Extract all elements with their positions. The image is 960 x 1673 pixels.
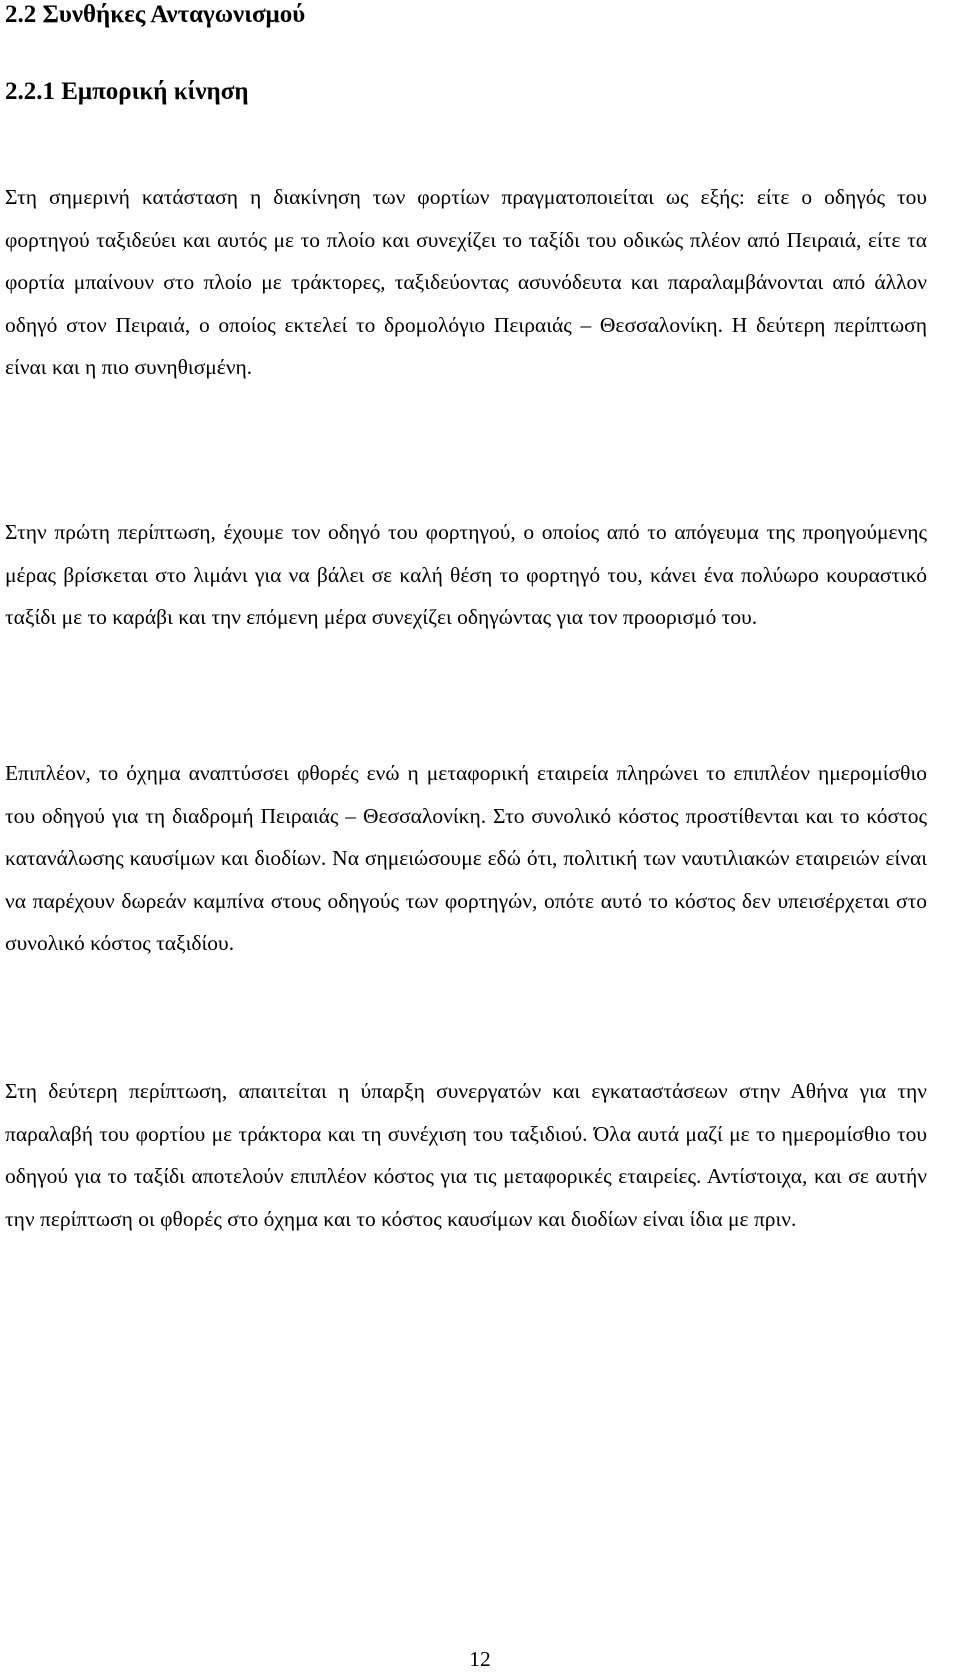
paragraph-second-case: Στη δεύτερη περίπτωση, απαιτείται η ύπαρξη συνεργατών και εγκαταστάσεων στην Αθήνα για την παραλαβή του φορτίου με τράκτορα και τη συνέχιση του ταξιδιού. Όλα αυτά μαζί με το ημερομίσθιο του οδηγού για το ταξίδι αποτελούν επιπλέον κόστος για τις μεταφορικές εταιρείες. Αντίστοιχα, και σε αυτήν την περίπτωση οι φθορές στο όχημα και το κόστος καυσίμων και διοδίων είναι ίδια με πριν. (5, 1079, 927, 1231)
paragraph-additional-costs: Επιπλέον, το όχημα αναπτύσσει φθορές ενώ η μεταφορική εταιρεία πληρώνει το επιπλέον ημερομίσθιο του οδηγού για τη διαδρομή Πειραιάς – Θεσσαλονίκη. Στο συνολικό κόστος προστίθενται και το κόστος κατανάλωσης καυσίμων και διοδίων. Να σημειώσουμε εδώ ότι, πολιτική των ναυτιλιακών εταιρειών είναι να παρέχουν δωρεάν καμπίνα στους οδηγούς των φορτηγών, οπότε αυτό το κόστος δεν υπεισέρχεται στο συνολικό κόστος ταξιδίου. (5, 761, 927, 956)
subsection-heading: 2.2.1 Εμπορική κίνηση (5, 78, 249, 105)
section-heading: 2.2 Συνθήκες Ανταγωνισμού (5, 1, 306, 28)
paragraph-first-case: Στην πρώτη περίπτωση, έχουμε τον οδηγό του φορτηγού, ο οποίος από το απόγευμα της προηγούμενης μέρας βρίσκεται στο λιμάνι για να βάλει σε καλή θέση το φορτηγό του, κάνει ένα πολύωρο κουραστικό ταξίδι με το καράβι και την επόμενη μέρα συνεχίζει οδηγώντας για τον προορισμό του. (5, 520, 927, 630)
page-number: 12 (469, 1647, 491, 1671)
paragraph-current-situation: Στη σημερινή κατάσταση η διακίνηση των φορτίων πραγματοποιείται ως εξής: είτε ο οδηγός του φορτηγού ταξιδεύει και αυτός με το πλοίο και συνεχίζει το ταξίδι του οδικώς πλέον από Πειραιά, είτε τα φορτία μπαίνουν στο πλοίο με τράκτορες, ταξιδεύοντας ασυνόδευτα και παραλαμβάνονται από άλλον οδηγό στον Πειραιά, ο οποίος εκτελεί το δρομολόγιο Πειραιάς – Θεσσαλονίκη. Η δεύτερη περίπτωση είναι και η πιο συνηθισμένη. (5, 185, 927, 380)
